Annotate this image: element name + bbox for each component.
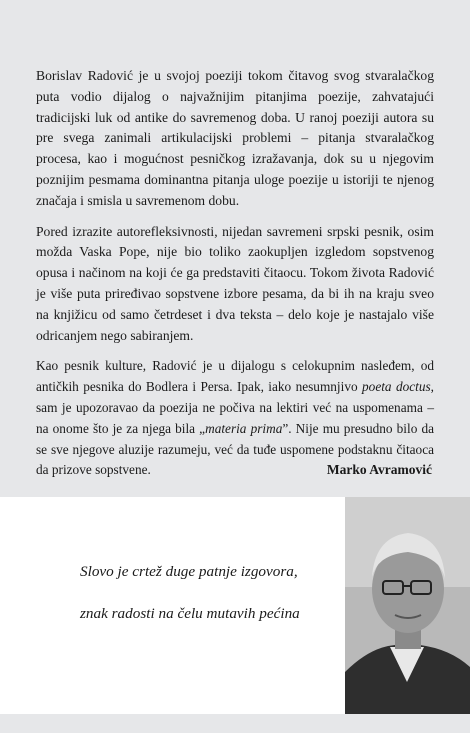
bottom-band <box>0 714 470 733</box>
paragraph-2: Pored izrazite autorefleksivnosti, nijedan savremeni srpski pesnik, osim možda Vaska Pope, nije bio toliko zaokupljen izgledom sopstvenog opusa i načinom na koji će ga predstaviti čitaocu. Tokom života Radović je više puta priređivao sopstvene izbore pesama, da bi ih na kraju sveo na knjižicu od samo četrdeset i dva teksta – delo koje je nastajalo više odricanjem nego sabiranjem. <box>36 223 434 343</box>
paragraph-3-part-2: , sam je upozoravao da poezija ne počiva na lektiri već na uspomenama – na onome što je za njega bila „ <box>36 379 434 436</box>
paragraph-3-part-1: Kao pesnik kulture, Radović je u dijalogu s celokupnim nasleđem, od antičkih pesnika do Bodlera i Persa. Ipak, iako nesumnjivo <box>36 358 434 395</box>
paragraph-1: Borislav Radović je u svojoj poeziji tokom čitavog svog stvaralačkog puta vodio dijalog o najvažnijim pitanjima poezije, zahvatajući tradicijski luk od antike do savremenog doba. U ranoj poeziji autora su pre svega zanimali artikulacijski problemi – pitanja stvaralačkog procesa, kao i mogućnost pesničkog izražavanja, dok su u njegovim poznijim pesmama dominantna pitanja uloge poezije u istoriji te njenog značaja i smisla u savremenom dobu. <box>36 68 434 208</box>
author-signature: Marko Avramović <box>326 462 432 477</box>
quote-line-1: Slovo je crtež duge patnje izgovora, <box>80 563 298 580</box>
quote-line-2: znak radosti na čelu mutavih pećina <box>80 605 300 622</box>
emphasis-materia-prima: materia prima <box>205 420 283 436</box>
blurb-text <box>36 66 434 491</box>
emphasis-poeta-doctus: poeta doctus <box>362 379 431 395</box>
paragraph-3-part-3: ”. Nije mu presudno bilo da se sve njegove aluzije razumeju, već da tuđe uspomene podstaknu čitaoca da prizove sopstvene. <box>36 420 434 478</box>
author-portrait <box>345 497 470 714</box>
